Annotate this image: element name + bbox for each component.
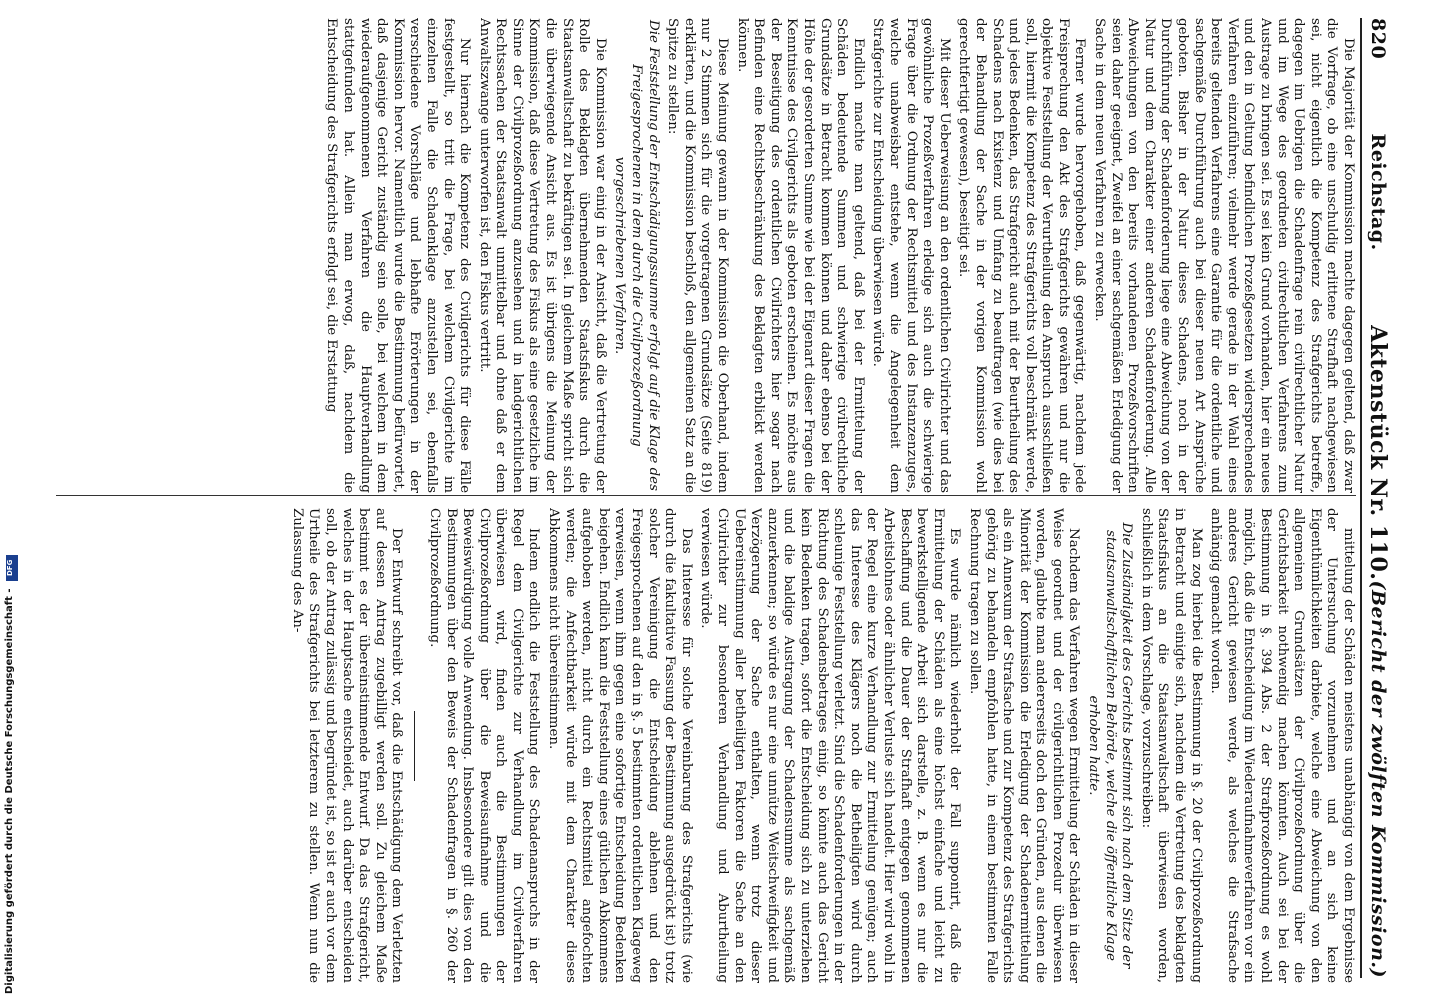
paragraph: Mit dieser Ueberweisung an den ordentlichen Civilrichter und das gewöhnliche Prozeßverfahren erledige sich auch die schwierige Frage über die Ordnung der Rechtsmittel und des Instanzenzuges, welche unabweisbar entstehe, wenn die Angelegenheit dem Strafgerichte zur Entscheidung überwiesen würde. [870,18,952,493]
paragraph: mittelung der Schäden meistens unabhängig von dem Ergebnisse der Untersuchung vorzunehmen und an sich keine Eigenthümlichkeiten darbiete, welche eine Abweichung von den allgemeinen Grundsätzen der Civilprozeßordnung über die Gerichtsbarkeit nothwendig machen könnten. Auch sei bei der Bestimmung in §. 394 Abs. 2 der Strafprozeßordnung es wohl möglich, daß die Entscheidung im Wiederaufnahmeverfahren vor ein anderes Gericht gewiesen werde, als welches die Strafsache anhängig gemacht worden. [1208,508,1356,983]
paragraph: Diese Meinung gewann in der Kommission die Oberhand, indem nur 2 Stimmen sich für die vorgetragenen Grundsätze (Seite 819) erklärten, und die Kommission beschloß, den allgemeinen Satz an die Spitze zu stellen: [665,18,731,493]
paragraph: Nachdem das Verfahren wegen Ermittelung der Schäden in dieser Weise geordnet und der civilgerichtlichen Prozedur überwiesen worden, glaubte man andererseits doch den Gründen, aus denen die Minorität der Kommission die Erledigung der Schadenermittelung als ein Annexum der Strafsache und zur Kompetenz des Strafgerichts gehörig zu behandeln empfohlen hatte, in einem bestimmten Falle Rechnung tragen zu sollen. [966,508,1082,983]
section-title: (Bericht der zwölften Kommission.) [1367,580,1389,978]
paragraph: Man zog hierbei die Bestimmung in §. 20 der Civilprozeßordnung in Betracht und einigte sich, nachdem die Vertretung des beklagten Staatsfiskus an die Staatsanwaltschaft überwiesen worden, schließlich in dem Vorschlage, vorzuschreiben: [1138,508,1204,983]
paragraph: Der Entwurf schreibt vor, daß die Entschädigung dem Verletzten auf dessen Antrag zugebilligt werden soll. Zu gleichem Maße bestimmt es der übereinstimmende Entwurf. Da das Strafgericht, welches in der Hauptsache entscheidet, auch darüber entscheiden soll, ob der Antrag zulässig und begründet ist, so ist er auch vor dem Urtheile des Strafgerichts bei letzterem zu stellen. Wenn nun die Zulassung des An- [289,508,405,983]
credit-text: Digitalisierung gefördert durch die Deutsche Forschungsgemeinschaft - [4,588,15,994]
paragraph: Ferner wurde hervorgehoben, daß gegenwärtig, nachdem jede Freisprechung den Akt des Strafgerichts gewähren und nur die objektive Feststellung der Verurtheilung den Anspruch ausschließen soll, hiermit die Kompetenz des Strafgerichts voll beschränkt werde, und jedes Bedenken, das Strafgericht auch mit der Beurtheilung des Schadens nach Existenz und Umfang zu beauftragen (wie dies bei der Behandlung der Sache in der vorigen Kommission wohl gerechtfertigt gewesen), beseitigt sei. [956,18,1088,493]
paragraph: Nur hiernach die Kompetenz des Civilgerichts für diese Fälle festgestellt, so tritt die Frage, bei welchem Civilgerichte im einzelnen Falle die Schadenklage anzustellen sei, ebenfalls verschiedene Vorschläge und lebhafte Erörterungen in der Kommission hervor. Namentlich wurde die Bestimmung befürwortet, daß dasjenige Gericht zuständig sein solle, bei welchem in dem wiederaufgenommenen Verfahren die Hauptverhandlung stattgefunden hat. Allein man erwog, daß, nachdem die Entscheidung des Strafgerichts erfolgt sei, die Erstattung [324,18,473,493]
dfg-logo: DFG [6,555,18,581]
section-separator [414,711,415,781]
paragraph: Es wurde nämlich wiederholt der Fall supponirt, daß die Ermittelung der Schäden als eine höchst einfache und leicht zu bewerkstelligende Arbeit sich darstelle, z. B. wenn es nur die Beschaffung und die Dauer der Strafhaft entgegen genommenen Arbeitslohnes oder ähnlicher Verluste sich handelt. Hier wird wohl in der Regel eine kurze Verhandlung zur Ermittelung genügen; auch das Interesse des Klägers noch die Betheiligten wird durch schleunige Feststellung verletzt. Sind die Schadenforderungen in der Richtung des Schadensbetrages einig, so könnte auch das Gericht kein Bedenken tragen, sofort die Entscheidung sich zu unterziehen und die baldige Austragung der Schadensumme als sachgemäß anzuerkennen; so würde es nur eine unnütze Weitschweifigkeit und Verzögerung der Sache enthalten, wenn trotz dieser Uebereinstimmung aller betheiligten Faktoren die Sache an den Civilrichter zur besonderen Verhandlung und Aburtheilung verwiesen würde. [698,508,963,983]
paragraph: Indem endlich die Feststellung des Schadenanspruchs in der Regel dem Civilgerichte zur Verhandlung im Civilverfahren überwiesen wird, finden auch die Bestimmungen der Civilprozeßordnung über die Beweisaufnahme und die Beweiswürdigung volle Anwendung. Insbesondere gilt dies von den Bestimmungen über den Beweis der Schadenfragen in §. 260 der Civilprozeßordnung. [426,508,542,983]
paragraph: Endlich machte man geltend, daß bei der Ermittelung der Schäden bedeutende Summen und schwierige civilrechtliche Grundsätze in Betracht kommen können und daher ebenso bei der Höhe der gesorderten Summe wie bei der Eigenart dieser Fragen die Kenntnisse des Civilgerichts als geboten erscheinen. Es möchte aus der Beseitigung des ordentlichen Civilrichters hier sogar nach Befinden eine Rechtsbeschränkung des Beklagten erblickt werden können. [734,18,866,493]
column-divider [56,495,1356,496]
running-head [1360,18,1394,978]
left-column [56,18,1356,493]
page-number: 820 [1367,18,1389,60]
quoted-provision: Die Zuständigkeit des Gerichts bestimmt sich nach dem Sitze der staatsanwaltschaftlichen Behörde, welche die öffentliche Klage erhoben hatte. [1086,522,1135,969]
paragraph: Das Interesse für solche Vereinbarung des Strafgerichts (wie durch die fakultative Fassung der Bestimmung ausgedrückt ist) trotz solcher Vereinigung die Entscheidung ablehnen und den Freigesprochenen auf den in §. 5 bestimmten ordentlichen Klageweg verweisen, wenn ihm gegen eine sofortige Entscheidung Bedenken beigehen. Endlich kann die Feststellung eines gütlichen Abkommens aufgehoben werden, nicht durch ein Rechtsmittel angefochten werden; die Anfechtbarkeit würde mit dem Charakter dieses Abkommens nicht übereinstimmen. [546,508,694,983]
page-title: Reichstag. [1367,133,1389,251]
quoted-provision: Die Feststellung der Entschädigungssumme erfolgt auf die Klage des Freigesprochenen in dem durch die Civilprozeßordnung vorgeschriebenen Verfahren. [612,20,661,491]
paragraph: Die Kommission war einig in der Ansicht, daß die Vertretung der Rolle des Beklagten übernehmenden Staatsfiskus durch die Staatsanwaltschaft zu bekräftigen sei. In gleichem Maße spricht sich die überwiegende Ansicht aus. Es ist übrigens die Meinung der Kommission, daß diese Vertretung des Fiskus als eine gesetzliche im Sinne der Civilprozeßordnung anzusehen und in landgerichtlichen Rechtssachen der Staatsanwalt unmittelbar und ohne daß er dem Anwaltszwange unterworfen ist, den Fiskus vertritt. [476,18,608,493]
right-column [56,508,1356,983]
issue-number: Aktenstück Nr. 110. [1365,325,1391,581]
paragraph: Die Majorität der Kommission machte dagegen geltend, daß zwar die Vorfrage, ob eine unschuldig erlittene Strafhaft nachgewiesen sei, nicht eigentlich die Kompetenz des Strafgerichts betreffe, dagegen im Uebrigen die Schadenfrage rein civilrechtlicher Natur und im Wege des geordneten civilrechtlichen Verfahrens zum Austrage zu bringen sei. Es sei kein Grund vorhanden, hier ein neues und den in Geltung befindlichen Prozeßgesetzen widersprechendes Verfahren einzuführen; vielmehr werde gerade in der Wahl eines bereits geltenden Verfahrens eine Garantie für die ordentliche und sachgemäße Durchführung auch bei dieser neuen Art Ansprüche geboten. Bisher in der Natur dieses Schadens, noch in der Durchführung der Schadenforderung liege eine Abweichung von der Natur und dem Charakter einer anderen Schadenforderung. Alle Abweichungen von den bereits vorhandenen Prozeßvorschriften seien daher geeignet, Zweifel an einer sachgemäßen Erledigung der Sache in dem neuen Verfahren zu erwecken. [1092,18,1356,493]
